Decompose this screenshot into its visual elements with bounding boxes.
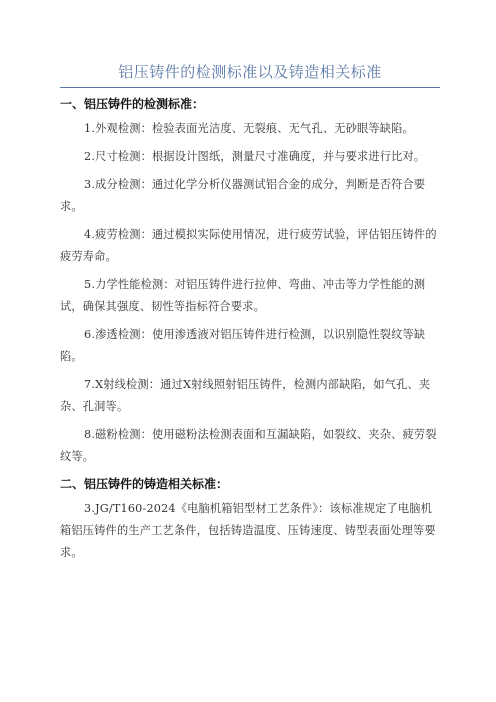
- section-heading: 二、铝压铸件的铸造相关标准：: [60, 477, 229, 491]
- paragraph-item: 3.JG/T160-2024《电脑机箱铝型材工艺条件》：该标准规定了电脑机箱铝压铸件的生产工艺条件，包括铸造温度、压铸速度、铸型表面处理等要求。: [60, 502, 436, 559]
- section-inspection-standards: [60, 96, 440, 468]
- paragraph-item: 1.外观检测：检验表面光洁度、无裂痕、无气孔、无砂眼等缺陷。: [84, 122, 414, 135]
- paragraph-item: 3.成分检测：通过化学分析仪器测试铝合金的成分，判断是否符合要求。: [60, 178, 426, 213]
- paragraph-item: 8.磁粉检测：使用磁粉法检测表面和互漏缺陷，如裂纹、夹杂、疲劳裂纹等。: [60, 428, 437, 463]
- paragraph-item: 4.疲劳检测：通过模拟实际使用情况，进行疲劳试验，评估铝压铸件的疲劳寿命。: [60, 228, 437, 263]
- paragraph-item: 2.尺寸检测：根据设计图纸，测量尺寸准确度，并与要求进行比对。: [84, 150, 426, 163]
- document-body: [60, 96, 440, 564]
- paragraph-item: 6.渗透检测：使用渗透液对铝压铸件进行检测，以识别隐性裂纹等缺陷。: [60, 328, 426, 363]
- title-divider: [60, 87, 440, 88]
- section-casting-standards: [60, 476, 440, 564]
- document-title: 铝压铸件的检测标准以及铸造相关标准: [118, 63, 382, 81]
- section-heading: 一、铝压铸件的检测标准：: [60, 97, 205, 111]
- paragraph-item: 5.力学性能检测：对铝压铸件进行拉伸、弯曲、冲击等力学性能的测试，确保其强度、韧性等指标符合要求。: [60, 278, 426, 313]
- paragraph-item: 7.X射线检测：通过X射线照射铝压铸件，检测内部缺陷，如气孔、夹杂、孔洞等。: [60, 378, 431, 413]
